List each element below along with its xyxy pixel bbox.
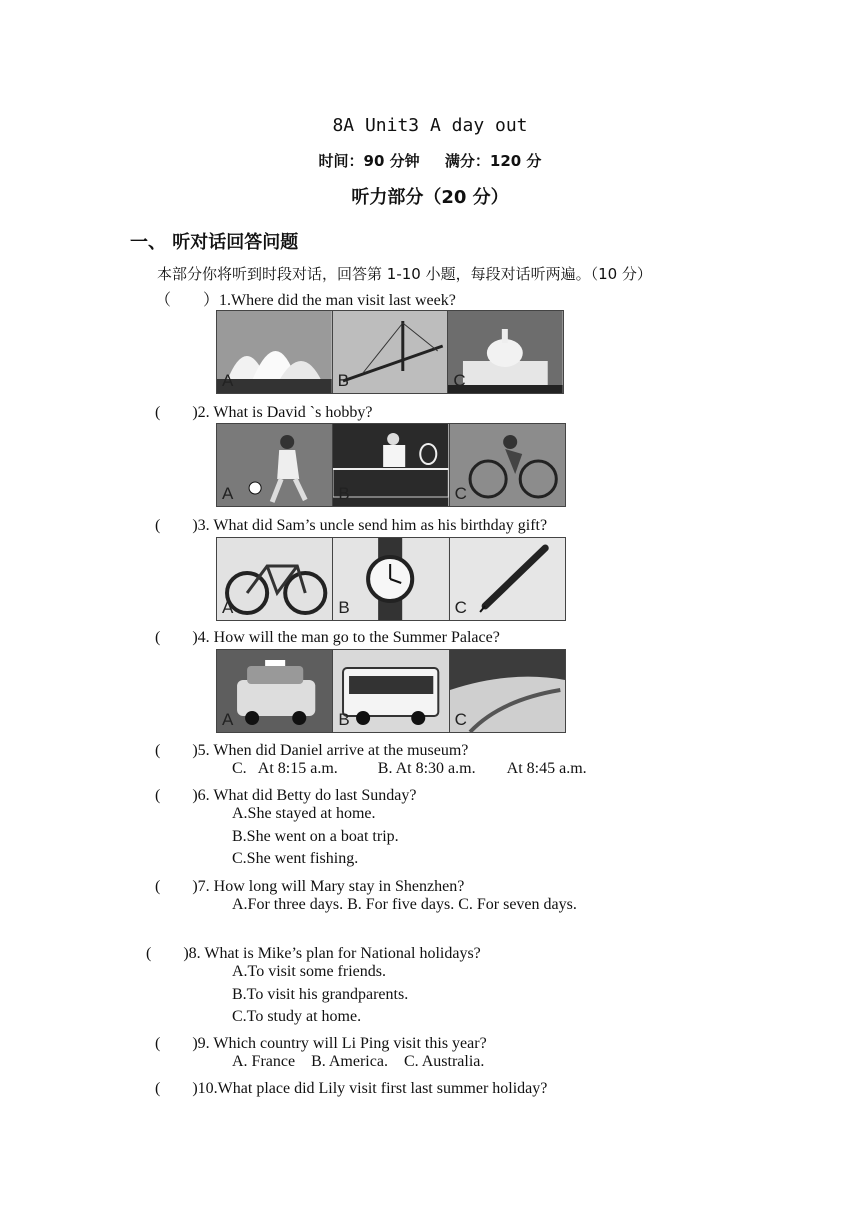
answer-bracket[interactable]: ( ) [155, 742, 198, 759]
question-3 [155, 512, 547, 535]
page-title: 8A Unit3 A day out [332, 115, 528, 136]
option-6b[interactable]: B.She went on a boat trip. [232, 828, 399, 845]
picture-strip-4 [216, 649, 566, 733]
question-5 [155, 737, 468, 760]
answer-bracket[interactable]: （ ） [155, 292, 220, 309]
answer-bracket[interactable]: ( ) [155, 517, 198, 534]
question-text: 3. What did Sam’s uncle send him as his birthday gift? [197, 517, 548, 534]
option-letter: A [222, 371, 234, 390]
section-heading: 一、 听对话回答问题 [130, 232, 299, 253]
tennis-icon [333, 424, 448, 506]
option-letter: B [338, 710, 350, 729]
question-text: 4. How will the man go to the Summer Palace? [197, 629, 500, 646]
options-7[interactable]: A.For three days. B. For five days. C. For seven days. [232, 896, 577, 913]
question-1 [155, 287, 456, 310]
answer-bracket[interactable]: ( ) [155, 1080, 198, 1097]
picture-strip-1 [216, 310, 564, 394]
option-letter: B [338, 598, 350, 617]
watch-icon [333, 538, 448, 620]
option-letter: C [453, 371, 466, 390]
options-9[interactable]: A. France B. America. C. Australia. [232, 1053, 485, 1070]
cycling-icon [450, 424, 565, 506]
taxi-icon [217, 650, 332, 732]
answer-bracket[interactable]: ( ) [155, 1035, 198, 1052]
section-instruction: 本部分你将听到时段对话，回答第 1-10 小题，每段对话听两遍。（10 分） [157, 265, 652, 283]
options-5[interactable]: C. At 8:15 a.m. B. At 8:30 a.m. At 8:45 a.m. [232, 760, 587, 777]
option-letter: C [454, 598, 467, 617]
question-text: 8. What is Mike’s plan for National holidays? [188, 945, 481, 962]
question-7 [155, 873, 464, 896]
question-9 [155, 1030, 487, 1053]
answer-bracket[interactable]: ( ) [155, 629, 198, 646]
question-8 [146, 940, 481, 963]
question-2 [155, 399, 372, 422]
option-letter: A [222, 710, 234, 729]
option-letter: B [337, 371, 350, 390]
question-text: 1.Where did the man visit last week? [219, 292, 456, 309]
part-heading: 听力部分（20 分） [351, 187, 509, 208]
question-text: 2. What is David `s hobby? [197, 404, 373, 421]
question-10 [155, 1075, 547, 1098]
picture-b[interactable] [333, 424, 449, 506]
picture-c[interactable] [450, 650, 565, 732]
picture-a[interactable] [217, 650, 333, 732]
picture-a[interactable] [217, 538, 333, 620]
question-text: 10.What place did Lily visit first last summer holiday? [197, 1080, 548, 1097]
option-8b[interactable]: B.To visit his grandparents. [232, 986, 409, 1003]
picture-b[interactable] [333, 311, 449, 393]
picture-c[interactable] [450, 538, 565, 620]
exam-info [0, 150, 860, 171]
picture-strip-2 [216, 423, 566, 507]
answer-bracket[interactable]: ( ) [155, 787, 198, 804]
road-icon [450, 650, 565, 732]
picture-a[interactable] [217, 424, 333, 506]
option-letter: A [222, 598, 234, 617]
picture-b[interactable] [333, 650, 449, 732]
question-text: 5. When did Daniel arrive at the museum? [197, 742, 469, 759]
question-4 [155, 624, 500, 647]
exam-time: 时间：90 分钟 [318, 152, 420, 170]
option-6c[interactable]: C.She went fishing. [232, 850, 359, 867]
question-text: 9. Which country will Li Ping visit this year? [197, 1035, 487, 1052]
option-6a[interactable]: A.She stayed at home. [232, 805, 376, 822]
question-text: 6. What did Betty do last Sunday? [197, 787, 417, 804]
football-icon [217, 424, 332, 506]
picture-strip-3 [216, 537, 566, 621]
picture-b[interactable] [333, 538, 449, 620]
picture-c[interactable] [450, 424, 565, 506]
question-text: 7. How long will Mary stay in Shenzhen? [197, 878, 465, 895]
picture-c[interactable] [448, 311, 563, 393]
bus-icon [333, 650, 448, 732]
pen-icon [450, 538, 565, 620]
opera-house-icon [217, 311, 332, 393]
exam-score: 满分：120 分 [444, 152, 542, 170]
option-8c[interactable]: C.To study at home. [232, 1008, 362, 1025]
picture-a[interactable] [217, 311, 333, 393]
option-8a[interactable]: A.To visit some friends. [232, 963, 386, 980]
answer-bracket[interactable]: ( ) [155, 878, 198, 895]
question-6 [155, 782, 416, 805]
option-letter: B [338, 484, 350, 503]
option-letter: C [454, 484, 467, 503]
answer-bracket[interactable]: ( ) [146, 945, 189, 962]
option-letter: A [222, 484, 234, 503]
bridge-icon [333, 311, 448, 393]
bicycle-icon [217, 538, 332, 620]
answer-bracket[interactable]: ( ) [155, 404, 198, 421]
option-letter: C [454, 710, 467, 729]
